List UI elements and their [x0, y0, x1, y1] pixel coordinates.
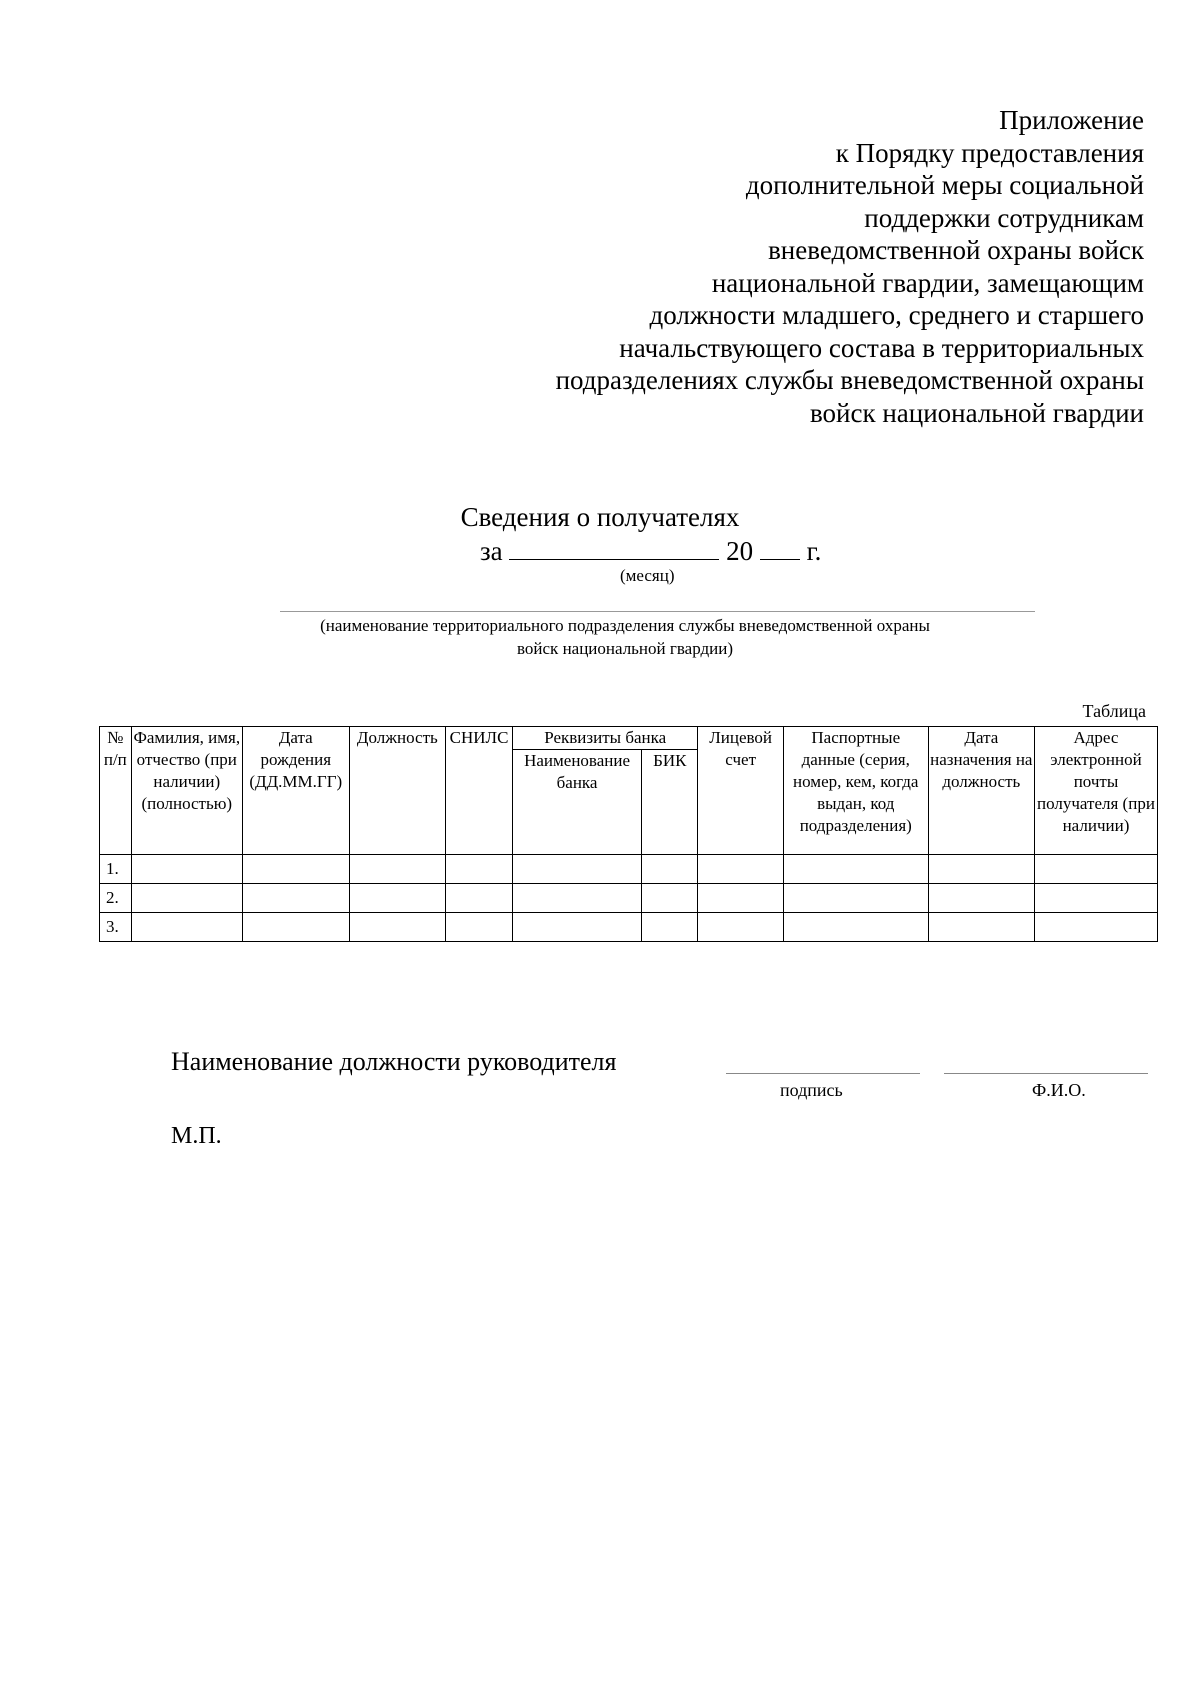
signature-title: Наименование должности руководителя — [171, 1047, 617, 1076]
table-caption: Таблица — [1082, 701, 1146, 721]
cell[interactable] — [242, 913, 349, 942]
document-title: Сведения о получателях — [460, 502, 740, 532]
cell[interactable] — [642, 913, 698, 942]
cell[interactable] — [1034, 913, 1157, 942]
cell[interactable] — [446, 913, 513, 942]
cell[interactable] — [783, 913, 928, 942]
month-hint: (месяц) — [620, 566, 675, 585]
document-heading — [0, 500, 1200, 566]
table-row — [100, 884, 1158, 913]
month-blank[interactable] — [509, 535, 719, 560]
cell[interactable] — [698, 855, 783, 884]
name-blank[interactable] — [944, 1073, 1148, 1074]
name-hint: Ф.И.О. — [1032, 1080, 1086, 1100]
header-row — [100, 727, 1158, 750]
col-header-num: № п/п — [100, 727, 132, 855]
appendix-line: поддержки сотрудникам — [864, 202, 1144, 233]
year-prefix: 20 — [726, 536, 754, 566]
cell[interactable] — [131, 884, 242, 913]
cell[interactable] — [131, 855, 242, 884]
cell[interactable] — [349, 884, 446, 913]
col-header-account: Лицевой счет — [698, 727, 783, 855]
cell[interactable] — [349, 855, 446, 884]
cell[interactable] — [446, 884, 513, 913]
col-header-bank: Реквизиты банка — [512, 727, 698, 750]
signature-blank[interactable] — [726, 1073, 920, 1074]
col-header-passport: Паспортные данные (серия, номер, кем, когда выдан, код подразделения) — [783, 727, 928, 855]
appendix-line: национальной гвардии, замещающим — [711, 267, 1144, 298]
organization-hint — [0, 614, 1200, 660]
col-header-bik: БИК — [642, 750, 698, 855]
organization-hint-line2: войск национальной гвардии) — [517, 639, 733, 658]
cell[interactable] — [642, 884, 698, 913]
cell[interactable] — [512, 855, 641, 884]
appendix-line: вневедомственной охраны войск — [768, 235, 1144, 265]
cell[interactable] — [512, 913, 641, 942]
col-header-bank-name: Наименование банка — [512, 750, 641, 855]
cell[interactable] — [642, 855, 698, 884]
period-for-label: за — [480, 536, 503, 566]
cell[interactable] — [242, 855, 349, 884]
table-row — [100, 855, 1158, 884]
year-suffix: г. — [806, 536, 822, 566]
col-header-position: Должность — [349, 727, 446, 855]
report-period — [480, 534, 821, 568]
appendix-line: начальствующего состава в территориальных — [619, 332, 1144, 363]
cell[interactable] — [928, 913, 1034, 942]
row-number: 3. — [100, 913, 132, 942]
col-header-fio: Фамилия, имя, отчество (при наличии) (полностью) — [131, 727, 242, 855]
row-number: 1. — [100, 855, 132, 884]
appendix-line: Приложение — [999, 105, 1144, 135]
cell[interactable] — [242, 884, 349, 913]
cell[interactable] — [928, 884, 1034, 913]
year-blank[interactable] — [760, 535, 800, 560]
col-header-birth: Дата рождения (ДД.ММ.ГГ) — [242, 727, 349, 855]
cell[interactable] — [1034, 884, 1157, 913]
col-header-appointment: Дата назначения на должность — [928, 727, 1034, 855]
cell[interactable] — [512, 884, 641, 913]
signature-hint: подпись — [780, 1080, 843, 1100]
cell[interactable] — [698, 913, 783, 942]
cell[interactable] — [1034, 855, 1157, 884]
row-number: 2. — [100, 884, 132, 913]
cell[interactable] — [349, 913, 446, 942]
appendix-line: подразделениях службы вневедомственной охраны — [555, 365, 1144, 395]
cell[interactable] — [783, 855, 928, 884]
cell[interactable] — [698, 884, 783, 913]
cell[interactable] — [783, 884, 928, 913]
appendix-line: к Порядку предоставления — [835, 137, 1144, 168]
appendix-line: войск национальной гвардии — [809, 397, 1144, 428]
appendix-line: должности младшего, среднего и старшего — [649, 300, 1144, 330]
organization-blank[interactable] — [280, 611, 1035, 612]
table-row — [100, 913, 1158, 942]
recipients-table — [99, 726, 1158, 942]
appendix-block — [556, 104, 1144, 429]
organization-hint-line1: (наименование территориального подразделения службы вневедомственной охраны — [320, 616, 930, 635]
col-header-email: Адрес электронной почты получателя (при наличии) — [1034, 727, 1157, 855]
stamp-place: М.П. — [171, 1123, 222, 1149]
cell[interactable] — [131, 913, 242, 942]
cell[interactable] — [928, 855, 1034, 884]
col-header-snils: СНИЛС — [446, 727, 513, 855]
cell[interactable] — [446, 855, 513, 884]
appendix-line: дополнительной меры социальной — [745, 170, 1144, 200]
